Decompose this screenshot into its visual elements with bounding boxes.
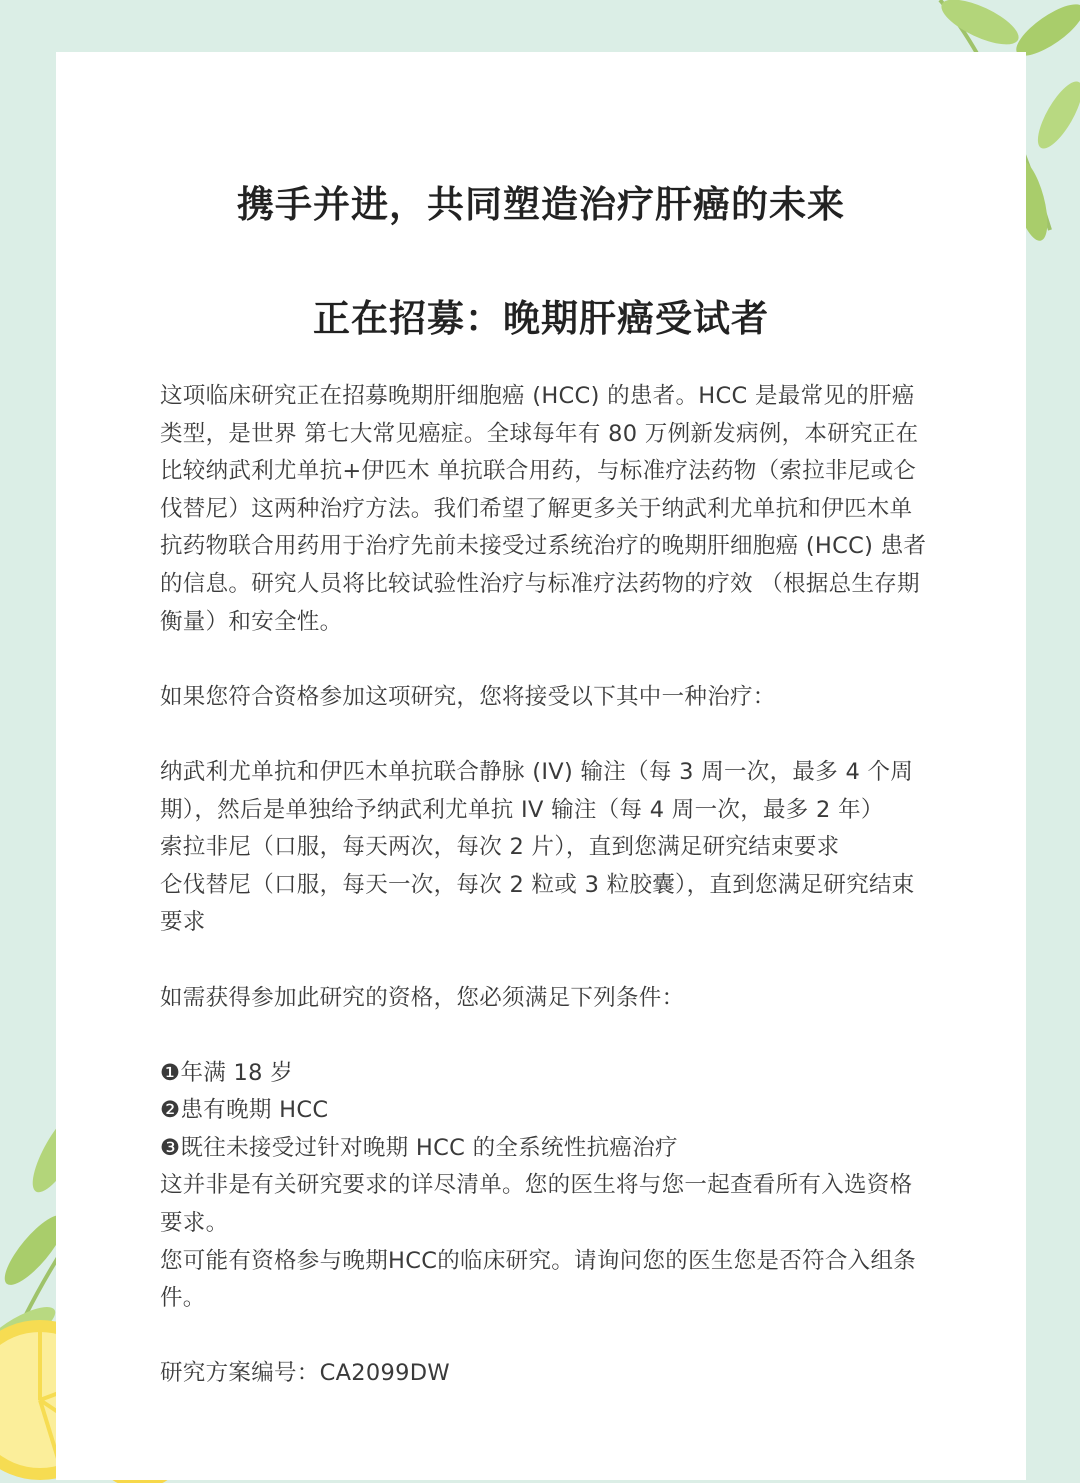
body-text xyxy=(160,378,930,1393)
headline: 携手并进，共同塑造治疗肝癌的未来 xyxy=(237,183,845,226)
treatment-item: 纳武利尤单抗和伊匹木单抗联合静脉 (IV) 输注（每 3 周一次，最多 4 个周期），然后是单独给予纳武利尤单抗 IV 输注（每 4 周一次，最多 2 年） xyxy=(160,758,914,823)
disclaimer-note: 这并非是有关研究要求的详尽清单。您的医生将与您一起查看所有入选资格要求。 xyxy=(160,1172,913,1237)
criteria-item: ❷患有晚期 HCC xyxy=(160,1097,329,1124)
treatment-intro: 如果您符合资格参加这项研究，您将接受以下其中一种治疗： xyxy=(160,683,776,710)
treatment-item: 索拉非尼（口服，每天两次，每次 2 片），直到您满足研究结束要求 xyxy=(160,834,840,861)
criteria-item: ❸既往未接受过针对晚期 HCC 的全系统性抗癌治疗 xyxy=(160,1134,678,1161)
flyer-card xyxy=(56,52,1026,1480)
eligibility-intro: 如需获得参加此研究的资格，您必须满足下列条件： xyxy=(160,984,685,1011)
treatment-item: 仑伐替尼（口服，每天一次，每次 2 粒或 3 粒胶囊），直到您满足研究结束要求 xyxy=(160,871,915,936)
intro-paragraph: 这项临床研究正在招募晚期肝细胞癌 (HCC) 的患者。HCC 是最常见的肝癌类型，是世界 第七大常见癌症。全球每年有 80 万例新发病例，本研究正在比较纳武利尤单抗+伊匹木 单抗联合用药，与标准疗法药物（索拉非尼或仑伐替尼）这两种治疗方法。我们希望了解更多关于纳武利尤单抗和伊匹木单抗药物联合用药用于治疗先前未接受过系统治疗的晚期肝细胞癌 (HCC) 患者的信息。研究人员将比较试验性治疗与标准疗法药物的疗效 （根据总生存期衡量）和安全性。 xyxy=(160,383,927,635)
eligibility-note: 您可能有资格参与晚期HCC的临床研究。请询问您的医生您是否符合入组条件。 xyxy=(160,1247,917,1312)
subheadline: 正在招募：晚期肝癌受试者 xyxy=(313,297,769,340)
protocol-number: 研究方案编号：CA2099DW xyxy=(160,1360,450,1387)
criteria-item: ❶年满 18 岁 xyxy=(160,1059,294,1086)
